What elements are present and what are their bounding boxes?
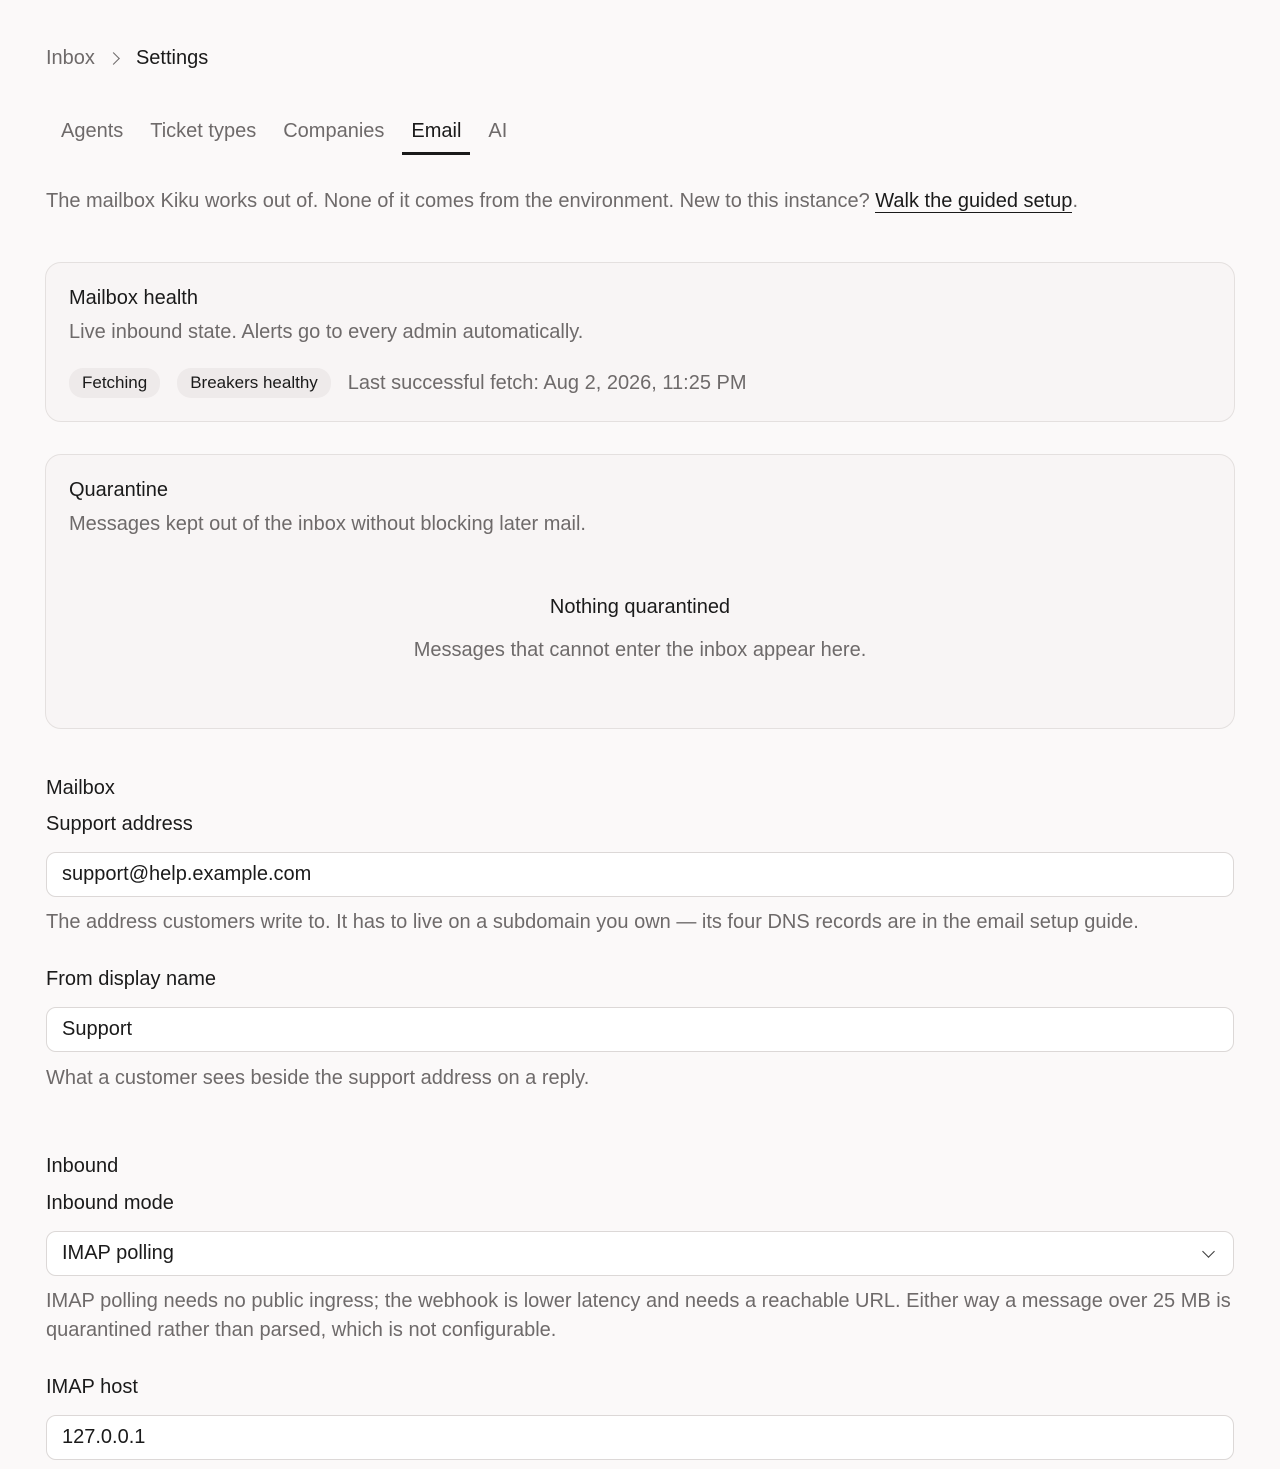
empty-state-title: Nothing quarantined — [549, 596, 731, 618]
support-address-help: The address customers write to. It has to live on a subdomain you own — its four DNS records are in the email setup guide. — [46, 911, 1139, 933]
from-display-name-help: What a customer sees beside the support address on a reply. — [46, 1067, 590, 1089]
last-fetch-text: Last successful fetch: Aug 2, 2026, 11:25 PM — [347, 371, 747, 394]
tab-companies[interactable]: Companies — [283, 120, 385, 142]
settings-tabs — [46, 116, 519, 155]
mailbox-section-heading: Mailbox — [46, 777, 115, 799]
intro-body: The mailbox Kiku works out of. None of it comes from the environment. New to this instance? — [46, 190, 876, 212]
from-display-name-label: From display name — [46, 968, 217, 990]
quarantine-card — [45, 454, 1235, 729]
status-badge-breakers: Breakers healthy — [177, 368, 331, 398]
status-badge-fetching: Fetching — [69, 368, 160, 398]
inbound-mode-help: IMAP polling needs no public ingress; the webhook is lower latency and needs a reachable URL. Either way a message over 25 MB is quarantined rather than parsed, which is not configurable. — [46, 1290, 1231, 1341]
health-status-row — [69, 368, 1211, 398]
breadcrumb-current: Settings — [135, 47, 209, 69]
empty-state-subtitle: Messages that cannot enter the inbox appear here. — [413, 639, 867, 661]
breadcrumb-inbox-link[interactable]: Inbox — [46, 47, 95, 69]
mailbox-health-title: Mailbox health — [69, 287, 198, 309]
inbound-mode-label: Inbound mode — [46, 1192, 174, 1214]
chevron-down-icon — [1202, 1245, 1215, 1258]
guided-setup-link[interactable]: Walk the guided setup — [875, 190, 1073, 212]
tab-agents[interactable]: Agents — [61, 120, 124, 142]
chevron-right-icon — [107, 52, 120, 65]
mailbox-health-card — [45, 262, 1235, 422]
tab-email[interactable]: Email — [396, 116, 476, 155]
tab-ai[interactable]: AI — [488, 120, 508, 142]
intro-text — [46, 190, 1078, 213]
quarantine-empty-state — [69, 596, 1211, 662]
support-address-label: Support address — [46, 813, 193, 835]
intro-trailing: . — [1072, 190, 1078, 212]
quarantine-title: Quarantine — [69, 479, 168, 501]
inbound-section-heading: Inbound — [46, 1155, 119, 1177]
inbound-mode-value: IMAP polling — [62, 1242, 174, 1264]
tab-ticket-types[interactable]: Ticket types — [150, 120, 257, 142]
inbound-mode-select[interactable] — [46, 1231, 1234, 1276]
mailbox-health-subtitle: Live inbound state. Alerts go to every admin automatically. — [69, 321, 584, 343]
support-address-input[interactable]: support@help.example.com — [46, 852, 1234, 897]
quarantine-subtitle: Messages kept out of the inbox without blocking later mail. — [69, 513, 586, 535]
breadcrumb — [46, 47, 208, 70]
imap-host-input[interactable]: 127.0.0.1 — [46, 1415, 1234, 1460]
from-display-name-input[interactable]: Support — [46, 1007, 1234, 1052]
imap-host-label: IMAP host — [46, 1376, 138, 1398]
